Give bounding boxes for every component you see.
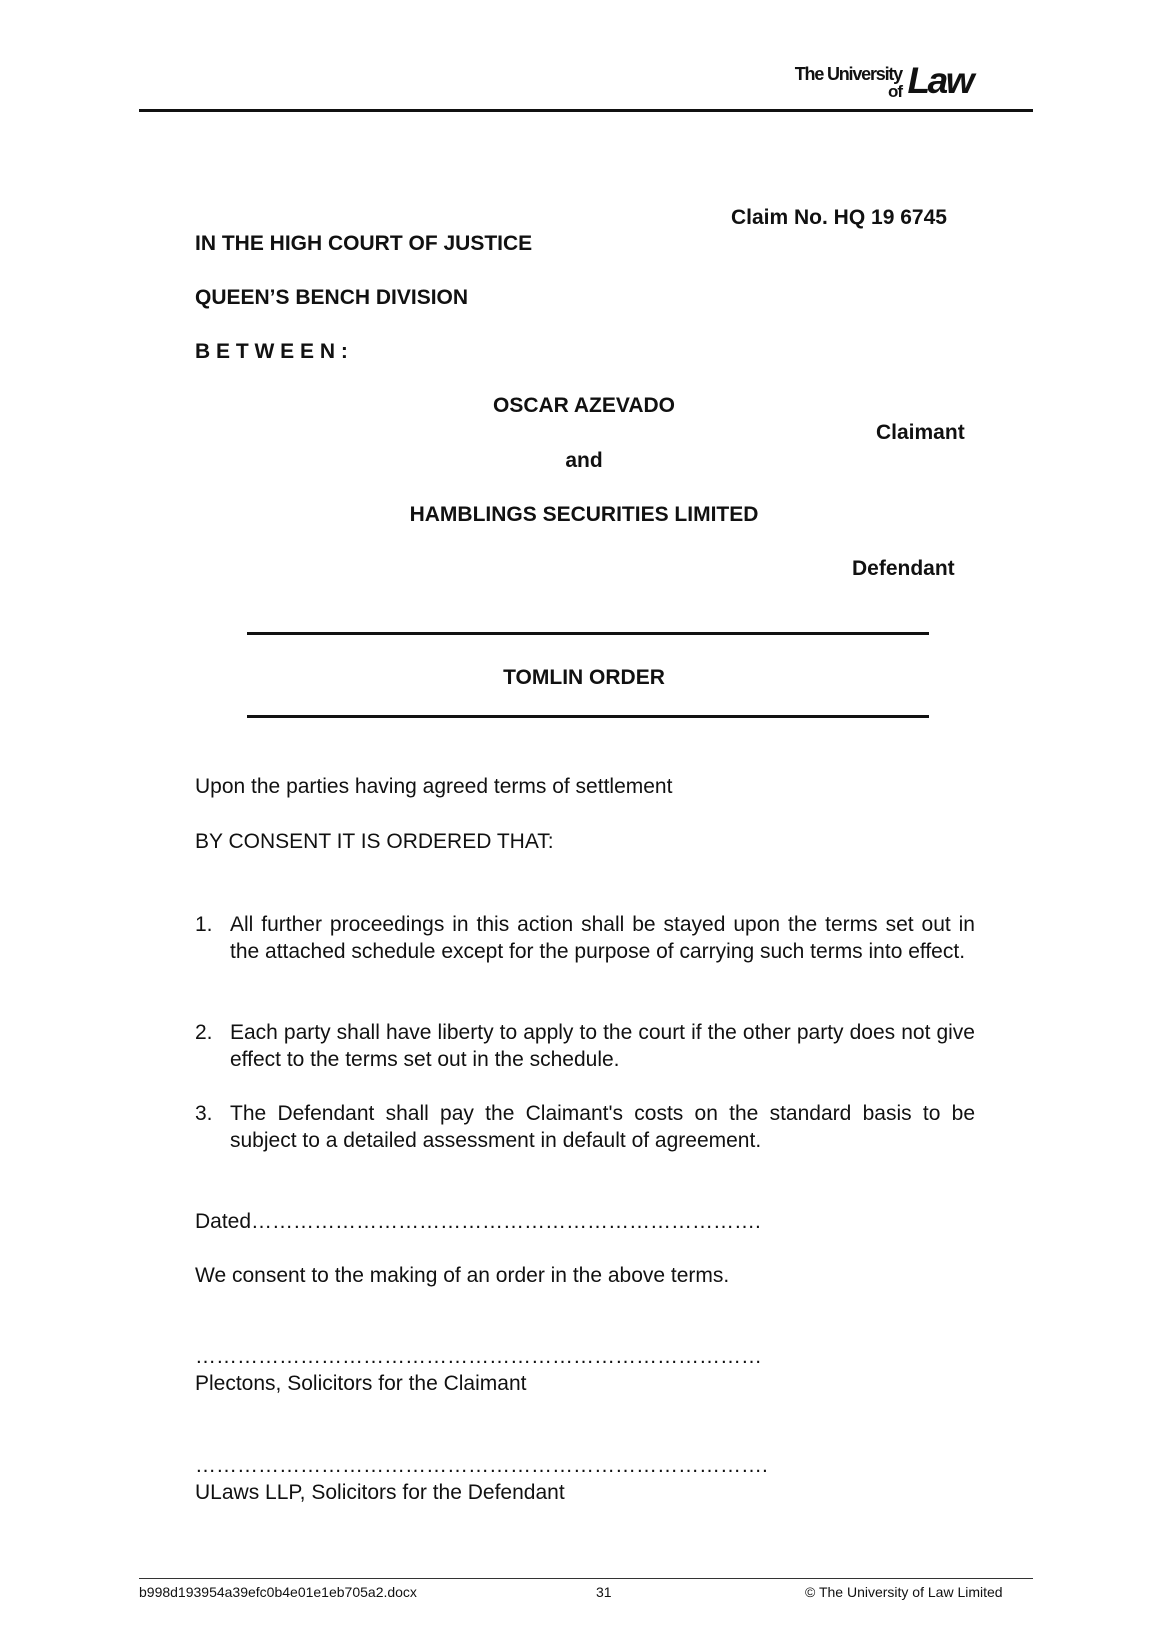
logo-line-3: Law [907,60,972,101]
university-logo [752,62,972,102]
and-label: and [565,449,603,472]
order-title: TOMLIN ORDER [503,666,665,689]
logo-line-2: of [887,82,902,101]
consent-statement: We consent to the making of an order in the above terms. [195,1264,730,1287]
footer-copyright: © The University of Law Limited [805,1584,1003,1600]
footer-rule [139,1578,1033,1579]
term-number: 3. [195,1102,213,1125]
court-name: IN THE HIGH COURT OF JUSTICE [195,232,533,255]
defendant-name: HAMBLINGS SECURITIES LIMITED [409,503,759,526]
signature-line-claimant: ……………………………………………………………………… [195,1345,762,1368]
footer-page-number: 31 [596,1584,612,1600]
logo-line-1: The University [794,64,902,84]
between-label: B E T W E E N : [195,340,348,363]
term-text: The Defendant shall pay the Claimant's costs on the standard basis to be subject to a detailed assessment in default of agreement. [230,1102,975,1152]
claim-number: Claim No. HQ 19 6745 [731,206,947,229]
term-number: 1. [195,913,213,936]
court-division: QUEEN’S BENCH DIVISION [195,286,469,309]
claimant-name: OSCAR AZEVADO [492,394,675,417]
signature-label-claimant: Plectons, Solicitors for the Claimant [195,1372,527,1395]
recital-text: Upon the parties having agreed terms of settlement [195,775,673,798]
dated-line: Dated………………………………………………………………. [195,1210,761,1233]
claimant-label: Claimant [876,421,965,444]
title-rule-bottom [247,715,929,718]
defendant-label: Defendant [852,557,955,580]
signature-label-defendant: ULaws LLP, Solicitors for the Defendant [195,1481,565,1504]
footer-filename: b998d193954a39efc0b4e01e1eb705a2.docx [139,1584,417,1600]
header-rule [139,109,1033,112]
term-text: Each party shall have liberty to apply to the court if the other party does not give effect to the terms set out in the schedule. [230,1021,975,1071]
title-rule-top [247,632,929,635]
consent-heading: BY CONSENT IT IS ORDERED THAT: [195,830,554,853]
term-number: 2. [195,1021,213,1044]
signature-line-defendant: ………………………………………………………………………. [195,1454,768,1477]
term-text: All further proceedings in this action shall be stayed upon the terms set out in the attached schedule except for the purpose of carrying such terms into effect. [230,913,975,963]
